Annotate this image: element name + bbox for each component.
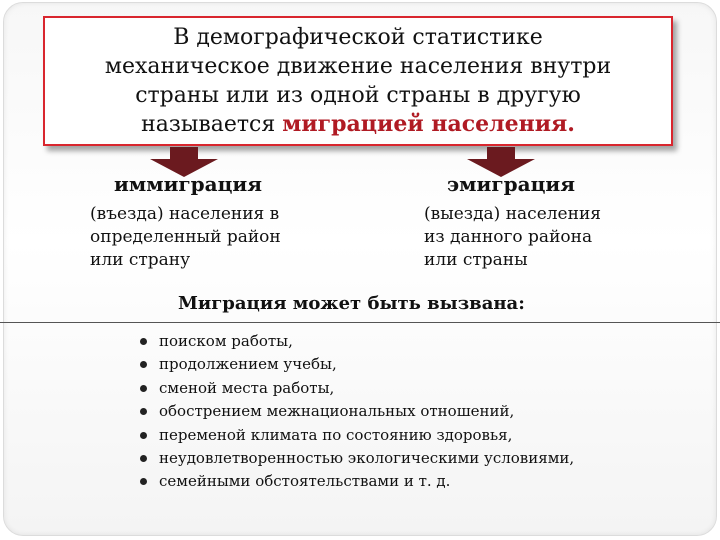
immigration-desc-line: (въезда) населения в [90, 204, 280, 224]
causes-title: Миграция может быть вызвана: [178, 293, 525, 314]
list-item-text: сменой места работы, [159, 378, 335, 397]
immigration-description [90, 203, 330, 272]
bullet-dot-icon [140, 432, 147, 439]
bullet-dot-icon [140, 338, 147, 345]
list-item-text: семейными обстоятельствами и т. д. [159, 472, 451, 491]
list-item [140, 400, 574, 423]
list-item [140, 424, 574, 447]
list-item-text: поиском работы, [159, 332, 293, 350]
list-item [140, 330, 574, 353]
definition-plain-text: называется [141, 112, 283, 137]
bullet-dot-icon [140, 408, 147, 415]
list-item-text: переменой климата по состоянию здоровья, [159, 425, 513, 444]
definition-line-4 [45, 110, 671, 139]
list-item [140, 447, 574, 470]
definition-accent-text: миграцией населения. [282, 111, 575, 137]
definition-line-3: страны или из одной страны в другую [135, 83, 581, 108]
list-item [140, 470, 574, 493]
emigration-desc-line: из данного района [424, 227, 593, 247]
definition-box [43, 16, 673, 146]
bullet-dot-icon [140, 478, 147, 485]
emigration-desc-line: или страны [424, 250, 528, 270]
bullet-dot-icon [140, 455, 147, 462]
definition-line-1: В демографической статистике [173, 25, 543, 50]
divider-line [0, 322, 720, 323]
immigration-title: иммиграция [114, 172, 262, 196]
emigration-title: эмиграция [447, 172, 575, 196]
list-item-text: неудовлетворенностью экологическими условиями, [159, 449, 575, 468]
bullet-dot-icon [140, 361, 147, 368]
emigration-description [424, 203, 664, 272]
immigration-desc-line: или страну [90, 250, 191, 270]
list-item-text: продолжением учебы, [159, 355, 337, 374]
immigration-desc-line: определенный район [90, 227, 281, 247]
bullet-dot-icon [140, 385, 147, 392]
list-item [140, 377, 574, 400]
list-item [140, 353, 574, 376]
list-item-text: обострением межнациональных отношений, [159, 402, 515, 421]
emigration-desc-line: (выезда) населения [424, 204, 601, 224]
definition-line-2: механическое движение населения внутри [104, 54, 612, 79]
causes-list [140, 330, 574, 494]
